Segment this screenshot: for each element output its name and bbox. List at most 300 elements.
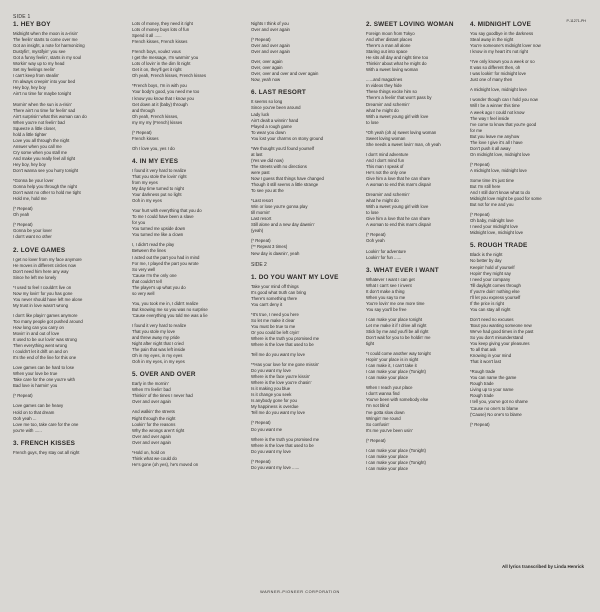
lyric-line: Just one of many then xyxy=(470,77,513,83)
lyric-line: ......and magazines xyxy=(366,77,403,83)
song-title: 3. FRENCH KISSES xyxy=(13,439,76,447)
lyric-line: Foreign moon from Tokyo xyxy=(366,31,415,36)
lyric-line: I get the message, I'm warmin' you xyxy=(132,55,199,61)
lyric-line: Lots of money, they need it right xyxy=(132,21,193,26)
lyric-line: *It's true, I need you here xyxy=(251,311,299,317)
lyric-line: Got a funny feelin', starts in my soul xyxy=(13,55,81,61)
lyric-line: I can make it, I can't take it xyxy=(366,363,417,369)
lyric-line: Over and over again xyxy=(251,27,290,33)
lyric-line: French boys, voulez vous xyxy=(132,49,181,55)
lyric-line: Your darkness put no light xyxy=(132,192,182,198)
lyric-line: The pain that was left inside xyxy=(132,347,186,353)
lyric-line: The player's up what you do xyxy=(132,284,186,290)
lyric-line: Then everything went wrong xyxy=(13,343,67,349)
lyric-line: You're someone's midnight lover now xyxy=(470,43,541,49)
lyric-line: Do you want my love ...... xyxy=(251,464,300,470)
lyric-line: Movin' in and out of love xyxy=(13,331,60,337)
lyric-line: When you say to me xyxy=(366,294,406,300)
lyric-line: It don't make a thing xyxy=(366,288,405,294)
lyric-line: Squeeze a little closer, xyxy=(13,125,56,131)
lyric-line: You never should have left me alone xyxy=(13,296,83,302)
song-title: 6. LAST RESORT xyxy=(251,89,306,97)
lyric-line: And walkin' the streets xyxy=(132,409,175,415)
lyric-line: my my my (French) kisses xyxy=(132,119,183,125)
lyric-line: I know you know that I know you xyxy=(132,95,194,101)
lyric-line: Answer when you call me xyxy=(13,143,62,149)
lyric-line: You must be true to me xyxy=(251,323,296,329)
lyric-line: To see you at the xyxy=(251,188,284,194)
lyric-line: Don't wait for you to be holdin' me xyxy=(366,335,431,341)
lyric-line: My happiness is overdue xyxy=(251,404,299,410)
lyric-line: When you're not feelin' bad xyxy=(13,119,65,125)
lyric-line: Take care for the one you're with xyxy=(13,377,75,383)
lyric-line: Gonna be your lover xyxy=(13,228,52,234)
lyric-line: With a sweet young girl with love xyxy=(366,204,429,210)
lyric-line: To wear you down xyxy=(251,129,286,135)
lyric-line: I need your company xyxy=(470,276,511,282)
lyric-line: ('Cause) No one's to blame xyxy=(470,411,522,417)
lyric-line: Between the lines xyxy=(132,248,166,254)
lyric-line: Ooh yeah xyxy=(366,238,385,244)
lyric-line: Where is the love you're chasin' xyxy=(251,380,312,386)
lyric-line: On midnight love, midnight love xyxy=(470,151,530,157)
lyric-line: Over and over again xyxy=(132,399,171,405)
lyric-line: I'm always creepin' into your bed xyxy=(13,79,76,85)
song-title: 5. OVER AND OVER xyxy=(132,371,196,379)
lyric-line: *Oh yeah (oh a) sweet loving woman xyxy=(366,129,437,135)
lyric-line: (* Repeat) xyxy=(251,420,271,426)
lyric-line: Till daylight comes through xyxy=(470,282,521,288)
lyric-line: Lady luck xyxy=(251,111,270,117)
lyric-line: Some time it's just time xyxy=(470,177,515,183)
lyric-line: You've been with somebody else xyxy=(366,397,429,403)
lyric-line: Lookin' for the reasons xyxy=(132,421,176,427)
lyric-line: *Gonna be your lover xyxy=(13,178,54,184)
lyric-line: Early in the mornin' xyxy=(132,381,169,387)
side-label: SIDE 2 xyxy=(251,261,267,268)
lyric-line: Ooh in my eyes, in my eyes xyxy=(132,359,185,365)
lyric-line: I know in my heart it's not right xyxy=(470,49,528,55)
lyric-line: what he might do xyxy=(366,107,399,113)
lyric-line: I need your midnight love xyxy=(470,224,519,230)
lyric-line: I've gotta slow down xyxy=(366,409,405,415)
lyric-line: Get it on, they'll get it right xyxy=(132,67,182,73)
lyric-line: Give him a love that he can share xyxy=(366,176,431,182)
lyric-line: There's something there xyxy=(251,295,298,301)
lyric-line: (Yes we did now) xyxy=(251,157,284,163)
lyric-line: Or you could be left cryin' xyxy=(251,329,300,335)
lyric-line: A woman to end this man's dispair xyxy=(366,182,432,188)
lyric-line: Ain't surprisin' what this woman can do xyxy=(13,113,87,119)
lyric-line: so very well xyxy=(132,290,155,296)
lyric-line: (* Repeat) xyxy=(251,458,271,464)
lyric-line: Right through the night xyxy=(132,415,176,421)
lyric-line: Dreamin' and schemin' xyxy=(366,101,410,107)
lyric-line: Midnight when the moon is a-risin' xyxy=(13,31,78,36)
lyric-line: for me xyxy=(470,127,483,133)
lyric-line: A midnight love, midnight love xyxy=(470,167,527,173)
lyric-line: I'm not blind xyxy=(366,403,390,409)
lyric-line: Oh baby, midnight love xyxy=(470,218,514,224)
lyric-line: So let me make it clear xyxy=(251,317,295,323)
lyric-line: It seems so long xyxy=(251,99,283,105)
lyric-line: So very well xyxy=(132,266,156,272)
lyric-line: *I've only known you a week or so xyxy=(470,59,535,65)
lyric-line: That you stole the lovin' right xyxy=(132,173,187,179)
lyric-line: Tell me do you want my love xyxy=(251,410,305,416)
lyrics-credit: All lyrics transcribed by Linda Henrick xyxy=(501,564,584,569)
lyric-line: Now my lovin' for you has gone xyxy=(13,290,73,296)
lyric-line: to lose xyxy=(366,210,379,216)
lyric-line: Midnight love, midnight love xyxy=(470,230,524,236)
lyric-line: A woman to end this man's dispair xyxy=(366,222,432,228)
lyric-line: Lots of money buys lots of fun xyxy=(132,27,190,33)
lyric-line: Hey boy, hey boy xyxy=(13,85,46,91)
lyric-line: Oh yeah, French kisses, French kisses xyxy=(132,73,207,79)
lyric-line: Do you want me xyxy=(251,426,283,432)
lyric-line: 'Bout you wanting someone new xyxy=(470,322,532,328)
lyric-line: For me, I played the part you wrote xyxy=(132,260,199,266)
lyric-line: I was lookin' for midnight love xyxy=(470,71,526,77)
lyric-line: Now, yeah now xyxy=(251,77,281,83)
lyric-line: Oh yeah xyxy=(13,212,30,218)
lyric-line: Gonna help you through the night xyxy=(13,184,77,190)
lyric-line: So you don't misunderstand xyxy=(470,335,524,341)
lyric-line: It's the end of the line for this one xyxy=(13,355,77,361)
lyric-line: what he might do xyxy=(366,198,399,204)
lyric-line: Lots of lovin' in the dim lit night xyxy=(132,61,191,67)
lyric-line: And I still don't know what to do xyxy=(470,190,531,196)
column-5 xyxy=(470,21,580,428)
lyric-line: And other distant places xyxy=(366,37,413,43)
lyric-line: You say goodbye in the darkness xyxy=(470,31,534,36)
lyric-line: But you leave me anyhow xyxy=(470,133,520,139)
lyric-line: Played a rough game xyxy=(251,123,292,129)
lyric-line: He sits all day and night time too xyxy=(366,55,429,61)
lyric-line: You're lovin' me one more time xyxy=(366,300,425,306)
lyric-line: Though it still seems a little strange xyxy=(251,182,319,188)
lyric-line: It's me you've been usin' xyxy=(366,427,413,433)
lyric-line: Nights I think of you xyxy=(251,21,289,26)
lyric-line: I can make your place (Tonight) xyxy=(366,369,426,375)
lyric-line: It's good what truth can bring xyxy=(251,289,307,295)
lyric-line: Over and over again xyxy=(132,439,171,445)
lyric-line: and through xyxy=(132,107,155,113)
lyric-line: I don't want no other xyxy=(13,234,52,240)
lyric-line: Where is the love that used to be xyxy=(251,442,314,448)
song-title: 2. SWEET LOVING WOMAN xyxy=(366,21,454,28)
lyric-line: I'll let you express yourself xyxy=(470,294,521,300)
lyric-line: for you xyxy=(132,220,146,226)
lyric-line: Since you've been around xyxy=(251,105,301,111)
lyric-line: Over, over again xyxy=(251,59,283,65)
lyric-line: Your hurt with everything that you do xyxy=(132,208,202,214)
lyric-line: (* Repeat) xyxy=(251,238,271,244)
lyric-line: Too many people got pushed around xyxy=(13,318,83,324)
lyric-line: *We thought you'd found yourself xyxy=(251,145,315,151)
lyric-line: (* Repeat) xyxy=(470,161,490,167)
lyric-line: Workin' way up to my head xyxy=(13,61,65,67)
lyric-line: But not for me and you xyxy=(470,202,514,208)
lyric-line: Think what we could do xyxy=(132,455,177,461)
song-title: 4. IN MY EYES xyxy=(132,157,179,165)
lyric-line: Your body's good, you need me too xyxy=(132,89,200,95)
lyric-line: Over and over again xyxy=(132,433,171,439)
lyric-line: You turned me like a clown xyxy=(132,232,184,238)
lyric-line: French kisses, French kisses xyxy=(132,39,188,45)
lyric-line: Staring out into space xyxy=(366,49,408,55)
lyric-line: These things excite him so xyxy=(366,89,417,95)
lyric-line: (* Repeat) xyxy=(470,212,490,218)
lyric-line: Give him a love that he can share xyxy=(366,216,431,222)
lyric-line: Oh in my eyes, in my eyes xyxy=(132,353,183,359)
lyric-line: I tell you, you've got no shame xyxy=(470,399,528,405)
lyric-line: You say you'll be free xyxy=(366,306,407,312)
lyric-line: (* Repeat) xyxy=(13,206,33,212)
lyric-line: (** Repeat 3 times) xyxy=(251,244,288,250)
lyric-line: Over, over again xyxy=(251,65,283,71)
song-title: 2. LOVE GAMES xyxy=(13,246,66,254)
lyric-line: I can make your place tonight xyxy=(366,316,423,322)
lyric-line: But I'm still here xyxy=(470,184,501,190)
lyric-line: Tell me do you want my love xyxy=(251,352,305,358)
lyric-line: Black is the night xyxy=(470,252,503,258)
lyric-line: I can make your place xyxy=(366,375,409,381)
lyric-line: The way I feel inside xyxy=(470,115,510,121)
lyric-line: Dreamin' and schemin' xyxy=(366,192,410,198)
lyric-line: My trust in love wasn't wrong xyxy=(13,302,69,308)
lyric-line: (* Repeat) xyxy=(366,232,386,238)
lyric-line: Ain't no time for maybe tonight xyxy=(13,91,71,97)
lyric-line: *I used to feel I couldn't live on xyxy=(13,284,72,290)
lyric-line: Night after night that I cried xyxy=(132,341,184,347)
lyric-line: Let me make it if I drive all night xyxy=(366,322,427,328)
lyric-line: The love I give it's all I have xyxy=(470,139,523,145)
lyric-line: When your love be true xyxy=(13,371,58,377)
lyric-line: Wringin' me round xyxy=(366,415,401,421)
lyric-line: Whatever I want I can get xyxy=(366,276,415,282)
lyric-line: So confusin' xyxy=(366,421,390,427)
lyric-line: Ooh yeah ... xyxy=(13,415,37,421)
lyric-line: I found it very hard to realize xyxy=(132,167,187,173)
lyric-line: Oh I love you, yes I do xyxy=(132,145,175,151)
song-title: 4. MIDNIGHT LOVE xyxy=(470,21,532,28)
lyric-line: French guys, they stay out all night xyxy=(13,449,80,455)
song-title: 5. ROUGH TRADE xyxy=(470,242,528,250)
lyric-line: Don't want no other to hold me tight xyxy=(13,190,81,196)
lyric-line: (* Repeat) xyxy=(366,437,386,443)
lyric-line: With a sweet young girl with love xyxy=(366,113,429,119)
lyric-line: Over and over again xyxy=(251,43,290,49)
lyric-line: till mornin' xyxy=(251,210,271,216)
lyric-line: Hopin' they might say xyxy=(470,270,511,276)
lyric-line: from my eyes xyxy=(132,179,158,185)
lyric-line: I don't like playin' games anymore xyxy=(13,312,78,318)
footer-company: WARNER-PIONEER CORPORATION xyxy=(260,590,340,594)
lyric-line: Love you all through the night xyxy=(13,137,70,143)
lyric-line: Love games can be heavy xyxy=(13,403,64,409)
lyric-line: There ain't no time for feelin' sad xyxy=(13,107,76,113)
lyric-line: Lookin' for adventure xyxy=(366,248,406,254)
lyric-line: That it won't last xyxy=(470,359,501,365)
lyric-line: Hopin' your place is in sight xyxy=(366,357,419,363)
lyric-line: Rough trade xyxy=(470,381,494,387)
lyric-line: French kisses xyxy=(132,135,159,141)
lyric-line: You, you took me in, I didn't realize xyxy=(132,300,199,306)
lyric-line: Take your mind off things xyxy=(251,283,299,289)
column-1 xyxy=(13,21,123,456)
lyric-line: *Rough trade xyxy=(470,369,496,375)
lyric-line: Over, over and over and over again xyxy=(251,71,319,77)
lyric-line: You keep giving your pleasures xyxy=(470,341,530,347)
column-2 xyxy=(132,21,242,468)
lyric-line: How long can you carry on xyxy=(13,324,64,330)
lyric-line: New day is dawnin', yeah xyxy=(251,250,300,256)
lyric-line: *I could come another way tonight xyxy=(366,351,431,357)
lyric-line: There's a man all alone xyxy=(366,43,411,49)
lyric-line: Love games can be hard to lose xyxy=(13,365,75,371)
lyric-line: Love me too, take care for the one xyxy=(13,421,79,427)
lyric-line: Oh yeah, French kisses, xyxy=(132,113,179,119)
song-title: 1. DO YOU WANT MY LOVE xyxy=(251,273,339,281)
lyric-line: **Has your love for me gone missin' xyxy=(251,362,319,368)
lyric-line: at last xyxy=(251,151,263,157)
lyric-line: If you're doin' nothing else xyxy=(470,288,520,294)
lyric-line: I get no lover from my face anymore xyxy=(13,256,82,262)
lyric-line: It was so different then, oh xyxy=(470,65,521,71)
song-title: 1. HEY BOY xyxy=(13,21,51,28)
lyric-line: Do you want my love xyxy=(251,448,291,454)
lyric-line: You can name the game xyxy=(470,375,517,381)
lyric-line: I found it very hard to realize xyxy=(132,322,187,328)
lyric-line: Is it making you blue xyxy=(251,386,291,392)
lyric-line: that couldn't tell xyxy=(132,278,162,284)
lyric-line: This man I speak of xyxy=(366,163,404,169)
side1-label: SIDE 1 xyxy=(13,14,31,20)
lyric-line: Win or lose you're gonna play xyxy=(251,204,308,210)
lyric-line: I don't wanna find xyxy=(366,391,400,397)
lyric-line: Sweet loving woman xyxy=(366,135,406,141)
lyric-line: We've had good times in the past xyxy=(470,328,534,334)
lyric-line: Where is the truth you promised me xyxy=(251,335,320,341)
lyric-line: *Last resort xyxy=(251,198,273,204)
lyric-line: Spend it all ...... xyxy=(132,33,162,39)
lyric-line: *Hold on, hold on xyxy=(132,449,165,455)
lyric-line: What I can't see I invent xyxy=(366,282,412,288)
lyric-line: But knowing me so you was no surprise xyxy=(132,306,208,312)
lyric-line: In videos they hide xyxy=(366,83,402,89)
lyric-line: Why the wrongs aren't right xyxy=(132,427,185,433)
lyric-line: (* Repeat) xyxy=(132,129,152,135)
lyric-line: 'Cause no one's to blame xyxy=(470,405,519,411)
lyric-line: Since he left me lonely xyxy=(13,274,57,280)
lyric-line: (* Repeat) xyxy=(251,37,271,43)
lyric-line: Still alone and a new day dawnin' xyxy=(251,222,315,228)
lyric-line: Hold on to that dream xyxy=(13,409,55,415)
lyric-line: I don't mind adventure xyxy=(366,151,409,157)
lyric-line: Over and over again xyxy=(251,49,290,55)
lyric-line: If the price is right xyxy=(470,300,504,306)
lyric-line: Ain't dealt a winnin' hand xyxy=(251,117,299,123)
lyric-line: I couldn't let it drift on and on xyxy=(13,349,68,355)
lyric-line: You can't deny it xyxy=(251,301,283,307)
song-title: 3. WHAT EVER I WANT xyxy=(366,266,439,274)
lyric-line: Midnight love might be good for some xyxy=(470,196,542,202)
lyric-line: Knowing in your mind xyxy=(470,353,512,359)
lyric-line: I've come to know that you're good xyxy=(470,121,537,127)
lyric-line: That you stole my love xyxy=(132,329,175,335)
lyric-line: I, I didn't read the play xyxy=(132,242,175,248)
lyric-line: Got an insight, a note for harmonizing xyxy=(13,43,85,49)
lyric-line: Where is the love that used to be xyxy=(251,341,314,347)
lyric-line: and threw away my pride xyxy=(132,335,180,341)
lyric-line: It used to be our lovin' was strong xyxy=(13,337,77,343)
lyric-line: When I'm feelin' bad xyxy=(132,387,171,393)
lyric-line: were past xyxy=(251,169,270,175)
lyric-line: He's gone (oh yes), he's moved on xyxy=(132,461,199,467)
column-3 xyxy=(251,21,361,471)
lyric-line: Don't push it all away xyxy=(470,145,511,151)
lyric-line: He moves in different circles now xyxy=(13,262,76,268)
lyric-line: Now I guess that things have changed xyxy=(251,175,324,181)
lyric-line: I can't keep from stealin' xyxy=(13,73,60,79)
lyric-line: Will I be a winner this time xyxy=(470,103,520,109)
lyric-line: tight xyxy=(366,341,375,347)
catalog-number: P-11271-PH xyxy=(566,19,586,23)
lyric-line: (* Repeat) xyxy=(13,393,33,399)
lyric-line: I can make your place (Tonight) xyxy=(366,447,426,453)
lyric-line: My day time turned to night xyxy=(132,186,184,192)
lyric-line: 'Cause I'm the only one xyxy=(132,272,177,278)
lyric-line: She needs a sweet lovin' man, oh yeah xyxy=(366,141,441,147)
lyric-line: To all that ask xyxy=(470,347,497,353)
lyric-line: With a sweet loving woman xyxy=(366,67,419,73)
lyric-line: hold a little tighter xyxy=(13,131,47,137)
lyric-line: Last resort xyxy=(251,216,272,222)
lyric-line: Bad love is harmin' you xyxy=(13,383,58,389)
lyric-line: When I reach your place xyxy=(366,385,413,391)
lyric-line: Get down at it (baby) through xyxy=(132,101,188,107)
lyric-line: Ooh in my eyes xyxy=(132,198,162,204)
lyric-line: And I don't mind fun xyxy=(366,157,405,163)
lyric-line: (yeah) xyxy=(251,228,264,234)
lyric-line: Don't wanna see you hurry tonight xyxy=(13,168,79,174)
lyric-line: You turned me upside down xyxy=(132,226,186,232)
lyric-line: Thinkin' of the times I never had xyxy=(132,393,193,399)
lyric-line: I can make your place xyxy=(366,465,409,471)
lyric-line: He's not the only one xyxy=(366,169,407,175)
lyric-line: And make you really feel all right xyxy=(13,155,76,161)
lyric-line: Where is the truth you promised me xyxy=(251,436,320,442)
lyric-line: Set my feelings reelin' xyxy=(13,67,55,73)
lyric-line: Do you want my love xyxy=(251,368,291,374)
lyric-line: You lost your charms on stony ground xyxy=(251,135,323,141)
lyric-line: The feelin' starts to come over me xyxy=(13,37,78,43)
lyric-line: Don't need him here any way xyxy=(13,268,69,274)
lyric-line: Don't need no excuses xyxy=(470,316,514,322)
lyric-line: Mornin' when the sun is a-risin' xyxy=(13,101,72,107)
lyric-line: Lookin' for fun ...... xyxy=(366,254,402,260)
lyric-line: To me I could have been a slave xyxy=(132,214,194,220)
lyric-line: Steal away in the night xyxy=(470,37,514,43)
lyric-line: I can make your place xyxy=(366,453,409,459)
lyric-line: to lose xyxy=(366,119,379,125)
lyric-line: Thinkin' about what he might do xyxy=(366,61,427,67)
lyric-line: You can stay all night xyxy=(470,306,511,312)
lyric-line: I wonder though can I hold you now xyxy=(470,97,538,103)
lyric-line: The streets with no directions xyxy=(251,163,307,169)
lyric-line: *French boys, I'm in with you xyxy=(132,83,187,89)
